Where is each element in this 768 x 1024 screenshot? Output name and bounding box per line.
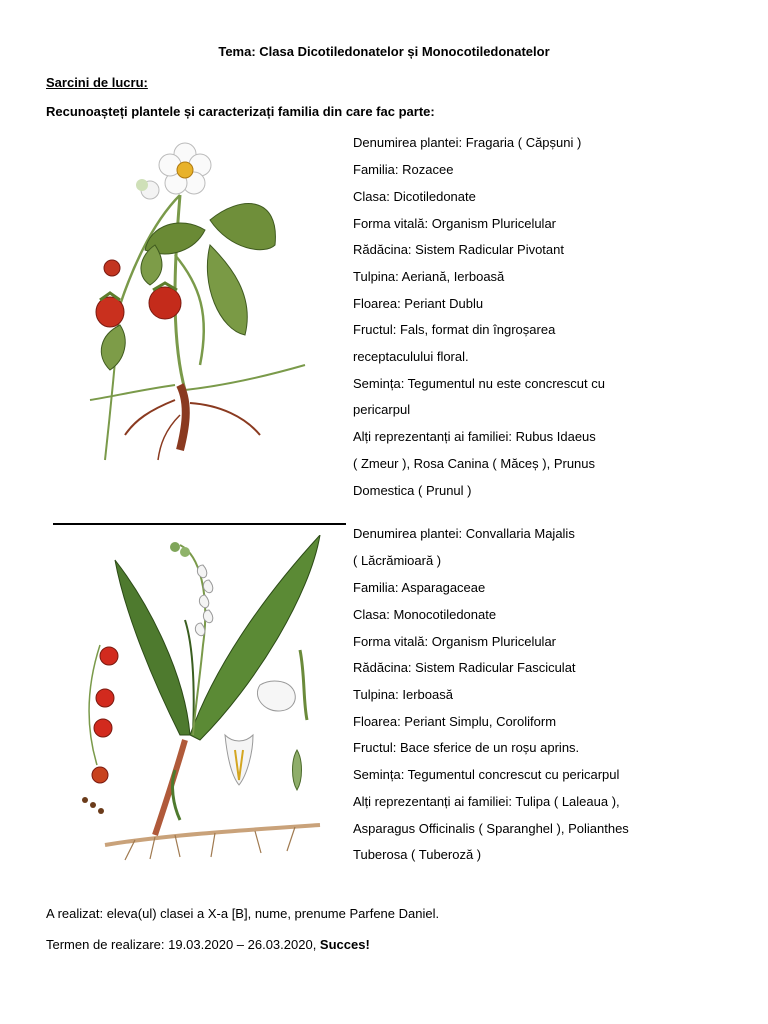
plant2-class: Clasa: Monocotiledonate	[353, 607, 497, 622]
plant2-fruit: Fructul: Bace sferice de un roșu aprins.	[353, 740, 580, 755]
plant2-family: Familia: Asparagaceae	[353, 580, 486, 595]
instruction: Recunoașteți plantele și caracterizați familia din care fac parte:	[46, 104, 435, 119]
plant2-others: Alți reprezentanți ai familiei: Tulipa ( Laleaua ),	[353, 794, 620, 809]
plant2-flower: Floarea: Periant Simplu, Coroliform	[353, 714, 557, 729]
plant1-fruit: Fructul: Fals, format din îngroșarea	[353, 322, 556, 337]
plant1-life-form: Forma vitală: Organism Pluricelular	[353, 216, 557, 231]
strawberry-illustration	[80, 135, 320, 465]
plant1-others-end: Domestica ( Prunul )	[353, 483, 472, 498]
success-text: Succes!	[319, 937, 370, 952]
plant2-others-cont: Asparagus Officinalis ( Sparanghel ), Polianthes	[353, 821, 629, 836]
plant2-stem: Tulpina: Ierboasă	[353, 687, 453, 702]
plant1-others-cont: ( Zmeur ), Rosa Canina ( Măceș ), Prunus	[353, 456, 596, 471]
plant1-seed-cont: pericarpul	[353, 402, 411, 417]
plant1-seed: Semința: Tegumentul nu este concrescut cu	[353, 376, 605, 391]
plant1-flower: Floarea: Periant Dublu	[353, 296, 484, 311]
plant1-class: Clasa: Dicotiledonate	[353, 189, 476, 204]
plant1-stem: Tulpina: Aeriană, Ierboasă	[353, 269, 505, 284]
plant1-root: Rădăcina: Sistem Radicular Pivotant	[353, 242, 564, 257]
deadline-text: Termen de realizare: 19.03.2020 – 26.03.2020,	[46, 937, 320, 952]
lily-of-the-valley-illustration	[75, 535, 330, 865]
deadline-line	[46, 937, 370, 953]
tasks-heading: Sarcini de lucru:	[46, 75, 148, 90]
section-divider	[53, 523, 346, 525]
author-line: A realizat: eleva(ul) clasei a X-a [B], nume, prenume Parfene Daniel.	[46, 906, 440, 921]
plant1-family: Familia: Rozacee	[353, 162, 454, 177]
plant2-root: Rădăcina: Sistem Radicular Fasciculat	[353, 660, 576, 675]
plant2-life-form: Forma vitală: Organism Pluricelular	[353, 634, 557, 649]
plant2-name: Denumirea plantei: Convallaria Majalis	[353, 526, 575, 541]
page-title: Tema: Clasa Dicotiledonatelor și Monocotiledonatelor	[218, 44, 550, 59]
plant1-fruit-cont: receptaculului floral.	[353, 349, 469, 364]
plant2-seed: Semința: Tegumentul concrescut cu pericarpul	[353, 767, 620, 782]
plant2-name-cont: ( Lăcrămioară )	[353, 553, 442, 568]
plant1-others: Alți reprezentanți ai familiei: Rubus Idaeus	[353, 429, 596, 444]
plant2-others-end: Tuberosa ( Tuberoză )	[353, 847, 482, 862]
plant1-name: Denumirea plantei: Fragaria ( Căpșuni )	[353, 135, 582, 150]
